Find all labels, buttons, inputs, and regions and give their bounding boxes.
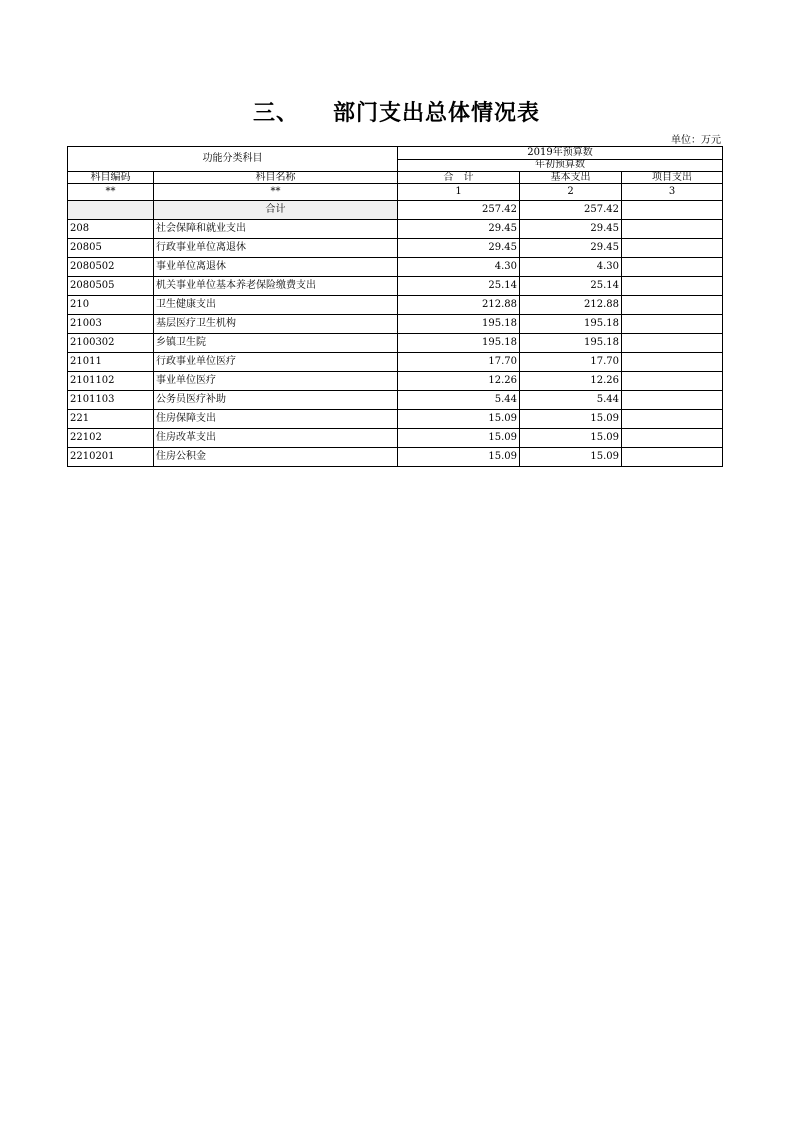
row-total: 15.09 xyxy=(398,448,520,467)
row-code: 22102 xyxy=(68,429,154,448)
row-name: 公务员医疗补助 xyxy=(154,391,398,410)
table-row xyxy=(68,334,723,353)
row-code: 210 xyxy=(68,296,154,315)
row-code: 2080505 xyxy=(68,277,154,296)
table-row xyxy=(68,315,723,334)
row-basic: 195.18 xyxy=(520,315,622,334)
table-row xyxy=(68,258,723,277)
row-project xyxy=(622,277,723,296)
row-project xyxy=(622,391,723,410)
title-number: 三、 xyxy=(252,101,299,126)
row-total: 17.70 xyxy=(398,353,520,372)
row-code: 2080502 xyxy=(68,258,154,277)
row-name: 机关事业单位基本养老保险缴费支出 xyxy=(154,277,398,296)
table-row xyxy=(68,429,723,448)
row-code: 20805 xyxy=(68,239,154,258)
row-name: 住房改革支出 xyxy=(154,429,398,448)
col-index-2: 2 xyxy=(520,184,622,201)
row-project xyxy=(622,429,723,448)
row-project xyxy=(622,239,723,258)
table-row xyxy=(68,296,723,315)
row-basic: 195.18 xyxy=(520,334,622,353)
row-total: 29.45 xyxy=(398,239,520,258)
total-row xyxy=(68,201,723,220)
total-code-cell xyxy=(68,201,154,220)
row-basic: 29.45 xyxy=(520,220,622,239)
unit-label: 单位：万元 xyxy=(671,135,721,146)
row-basic: 17.70 xyxy=(520,353,622,372)
header-total: 合 计 xyxy=(398,172,520,184)
table-row xyxy=(68,220,723,239)
name-mark: ** xyxy=(154,184,398,201)
row-project xyxy=(622,315,723,334)
row-code: 2101102 xyxy=(68,372,154,391)
row-basic: 29.45 xyxy=(520,239,622,258)
table-row xyxy=(68,391,723,410)
col-index-1: 1 xyxy=(398,184,520,201)
row-total: 25.14 xyxy=(398,277,520,296)
row-total: 4.30 xyxy=(398,258,520,277)
header-project: 项目支出 xyxy=(622,172,723,184)
row-basic: 212.88 xyxy=(520,296,622,315)
table-row xyxy=(68,277,723,296)
row-total: 29.45 xyxy=(398,220,520,239)
row-code: 2100302 xyxy=(68,334,154,353)
expenditure-table xyxy=(67,146,723,467)
row-project xyxy=(622,220,723,239)
row-total: 15.09 xyxy=(398,410,520,429)
row-basic: 25.14 xyxy=(520,277,622,296)
row-project xyxy=(622,258,723,277)
table-row xyxy=(68,239,723,258)
row-project xyxy=(622,372,723,391)
row-project xyxy=(622,410,723,429)
row-name: 基层医疗卫生机构 xyxy=(154,315,398,334)
header-code: 科目编码 xyxy=(68,172,154,184)
row-code: 2101103 xyxy=(68,391,154,410)
row-code: 221 xyxy=(68,410,154,429)
row-total: 195.18 xyxy=(398,334,520,353)
row-basic: 12.26 xyxy=(520,372,622,391)
row-basic: 15.09 xyxy=(520,429,622,448)
col-index-3: 3 xyxy=(622,184,723,201)
title-text: 部门支出总体情况表 xyxy=(333,101,541,126)
row-name: 卫生健康支出 xyxy=(154,296,398,315)
row-project xyxy=(622,448,723,467)
total-total: 257.42 xyxy=(398,201,520,220)
table-row xyxy=(68,372,723,391)
row-basic: 4.30 xyxy=(520,258,622,277)
total-basic: 257.42 xyxy=(520,201,622,220)
row-name: 乡镇卫生院 xyxy=(154,334,398,353)
header-initial-budget: 年初预算数 xyxy=(398,159,723,172)
code-mark: ** xyxy=(68,184,154,201)
row-code: 21011 xyxy=(68,353,154,372)
header-budget-year: 2019年预算数 xyxy=(398,147,723,160)
row-total: 15.09 xyxy=(398,429,520,448)
row-name: 住房保障支出 xyxy=(154,410,398,429)
row-total: 195.18 xyxy=(398,315,520,334)
table-row xyxy=(68,448,723,467)
table-row xyxy=(68,410,723,429)
header-basic: 基本支出 xyxy=(520,172,622,184)
row-name: 事业单位医疗 xyxy=(154,372,398,391)
row-basic: 15.09 xyxy=(520,448,622,467)
row-project xyxy=(622,296,723,315)
header-name: 科目名称 xyxy=(154,172,398,184)
row-total: 5.44 xyxy=(398,391,520,410)
row-total: 212.88 xyxy=(398,296,520,315)
table-row xyxy=(68,353,723,372)
total-project xyxy=(622,201,723,220)
row-project xyxy=(622,334,723,353)
row-name: 社会保障和就业支出 xyxy=(154,220,398,239)
row-code: 2210201 xyxy=(68,448,154,467)
row-code: 21003 xyxy=(68,315,154,334)
row-name: 行政事业单位医疗 xyxy=(154,353,398,372)
row-name: 行政事业单位离退休 xyxy=(154,239,398,258)
row-code: 208 xyxy=(68,220,154,239)
row-project xyxy=(622,353,723,372)
header-func-category: 功能分类科目 xyxy=(68,147,398,172)
page-title xyxy=(0,96,793,127)
row-name: 住房公积金 xyxy=(154,448,398,467)
row-name: 事业单位离退休 xyxy=(154,258,398,277)
row-total: 12.26 xyxy=(398,372,520,391)
row-basic: 5.44 xyxy=(520,391,622,410)
row-basic: 15.09 xyxy=(520,410,622,429)
total-label: 合计 xyxy=(154,201,398,220)
